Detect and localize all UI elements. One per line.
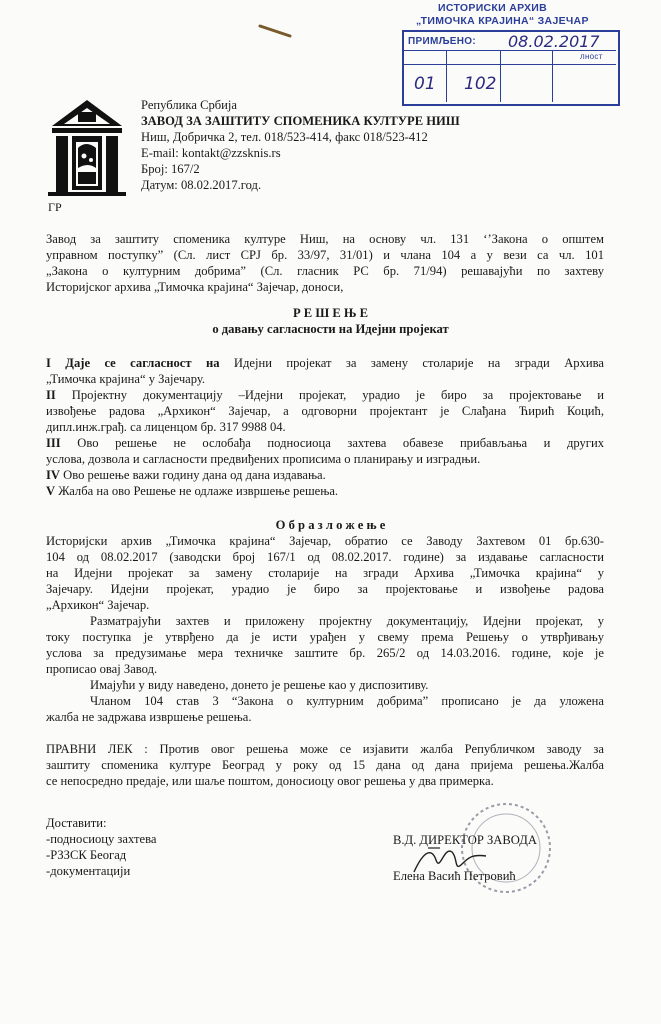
signature-title: В.Д. ДИРЕКТОР ЗАВОДА — [393, 833, 537, 847]
item-iii-num: III — [46, 436, 61, 450]
stamp-divider — [402, 64, 616, 65]
item-i-line1 — [46, 355, 604, 371]
item-ii-line2: извођење радова „Архикон“ Зајечар, а одговорни пројектант је Слађана Ћирић Коцић, — [46, 404, 604, 418]
reasoning-p2-line: услова за предузимање мера техничке заштите бр. 265/2 од 14.03.2016. године, које је — [46, 646, 604, 660]
item-ii-line3: дипл.инж.грађ. са лиценцом бр. 317 9988 04. — [46, 420, 286, 434]
item-ii-text: Пројектну документацију –Идејни пројекат, урадио је биро за пројектовање и — [55, 388, 604, 402]
stamp-divider — [552, 50, 553, 102]
item-iv-num: IV — [46, 468, 60, 482]
received-stamp — [402, 0, 622, 106]
delivery-recipient: -РЗЗСК Беогад — [46, 848, 127, 862]
staple-mark — [258, 22, 292, 40]
intro-line: Завод за заштиту споменика културе Ниш, на основу чл. 131 ‘’Закона о општем — [46, 232, 604, 246]
reasoning-p2-line: прописао овај Завод. — [46, 662, 158, 676]
intro-line: „Закона о културним добрима” (Сл. гласник РС бр. 71/94) решавајући по захтеву — [46, 264, 604, 278]
reasoning-p4-line: жалба не задржава извршење решења. — [46, 710, 252, 724]
reasoning-p1-line: 104 од 08.02.2017 (заводски број 167/1 од 08.02.2017. године) за издавање сагласности — [46, 550, 604, 564]
stamp-col-last: лност — [580, 52, 603, 61]
item-ii-num: II — [46, 388, 56, 402]
reasoning-p1-line: Историјски архив „Тимочка крајина“ Зајечар, обратио се Заводу Захтевом 01 бр.630- — [46, 534, 604, 548]
decision-title: Р Е Ш Е Њ Е — [292, 306, 369, 320]
legal-remedy-line: се непосредно предаје, или шаље поштом, доносиоцу овог решења у два примерка. — [46, 774, 494, 788]
decision-subtitle: о давању сагласности на Идејни пројекат — [212, 322, 449, 336]
item-ii-line1 — [46, 387, 604, 403]
item-i-bold: I Даје се сагласност на — [46, 356, 220, 370]
reasoning-title: О б р а з л о ж е њ е — [275, 518, 386, 532]
header-institution: ЗАВОД ЗА ЗАШТИТУ СПОМЕНИКА КУЛТУРЕ НИШ — [141, 114, 460, 128]
stamp-divider — [500, 50, 501, 102]
reasoning-p1-line: Зајечару. Идејни пројекат, урадио је биро за пројектовање и извођење радова — [46, 582, 604, 596]
stamp-code1: 01 — [414, 74, 436, 94]
delivery-recipient: -документацији — [46, 864, 131, 878]
item-iii-line2: услова, дозвола и сагласности предвиђених прописима о планирању и изградњи. — [46, 452, 481, 466]
stamp-archive-line2: „ТИМОЧКА КРАЈИНА“ ЗАЈЕЧАР — [416, 15, 589, 27]
item-v-num: V — [46, 484, 56, 498]
stamp-divider — [446, 50, 447, 102]
item-iv-line1 — [46, 467, 326, 483]
reasoning-p1-line: „Архикон“ Зајечар. — [46, 598, 150, 612]
reasoning-p3: Имајући у виду наведено, донето је решење као у диспозитиву. — [90, 678, 429, 692]
stamp-archive-line1: ИСТОРИСКИ АРХИВ — [438, 2, 548, 14]
stamp-code2: 102 — [464, 74, 497, 94]
stamp-received-label: ПРИМЉЕНО: — [408, 36, 477, 47]
item-v-line1 — [46, 483, 338, 499]
header-country: Република Србија — [141, 98, 238, 112]
item-iii-text: Ово решење не ослобађа подносиоца захтева обавезе прибављања и других — [60, 436, 604, 450]
item-i-line2: „Тимочка крајина“ у Зајечару. — [46, 372, 206, 386]
reasoning-p1-line: на Идејни пројекат за замену столарије на згради Архива „Тимочка крајина“ у — [46, 566, 604, 580]
stamp-received-date: 08.02.2017 — [508, 32, 600, 51]
delivery-recipient: -подносиоцу захтева — [46, 832, 157, 846]
intro-line: управном поступку” (Сл. лист СРЈ бр. 33/97, 31/01) и члана 104 а у вези са чл. 101 — [46, 248, 604, 262]
item-iii-line1 — [46, 435, 604, 451]
item-i-rest: Идејни пројекат за замену столарије на згради Архива — [219, 356, 604, 370]
intro-line: Историјског архива „Тимочка крајина“ Зајечар, доноси, — [46, 280, 344, 294]
signature-name: Елена Васић Петровић — [393, 869, 516, 883]
header-email: E-mail: kontakt@zzsknis.rs — [141, 146, 281, 160]
item-iv-text: Ово решење важи годину дана од дана издавања. — [60, 468, 326, 482]
reasoning-p2-line: току поступка је утврђено да је исти урађен у свему према Решењу о утврђивању — [46, 630, 604, 644]
reasoning-p4-line: Чланом 104 став 3 “Закона о културним добрима” прописано је да уложена — [90, 694, 604, 708]
institution-logo — [48, 98, 126, 198]
legal-remedy-line: заштиту споменика културе Београд у року од 15 дана од дана пријема решења.Жалба — [46, 758, 604, 772]
header-address: Ниш, Добричка 2, тел. 018/523-414, факс 018/523-412 — [141, 130, 428, 144]
reasoning-p2-line: Разматрајући захтев и приложену пројектну документацију, Идејни пројекат, у — [90, 614, 604, 628]
logo-initials: ГР — [48, 200, 62, 214]
delivery-label: Доставити: — [46, 816, 107, 830]
legal-remedy-line: ПРАВНИ ЛЕК : Против овог решења може се изјавити жалба Републичком заводу за — [46, 742, 604, 756]
item-v-text: Жалба на ово Решење не одлаже извршење решења. — [55, 484, 339, 498]
header-date: Датум: 08.02.2017.год. — [141, 178, 262, 192]
header-number: Број: 167/2 — [141, 162, 200, 176]
